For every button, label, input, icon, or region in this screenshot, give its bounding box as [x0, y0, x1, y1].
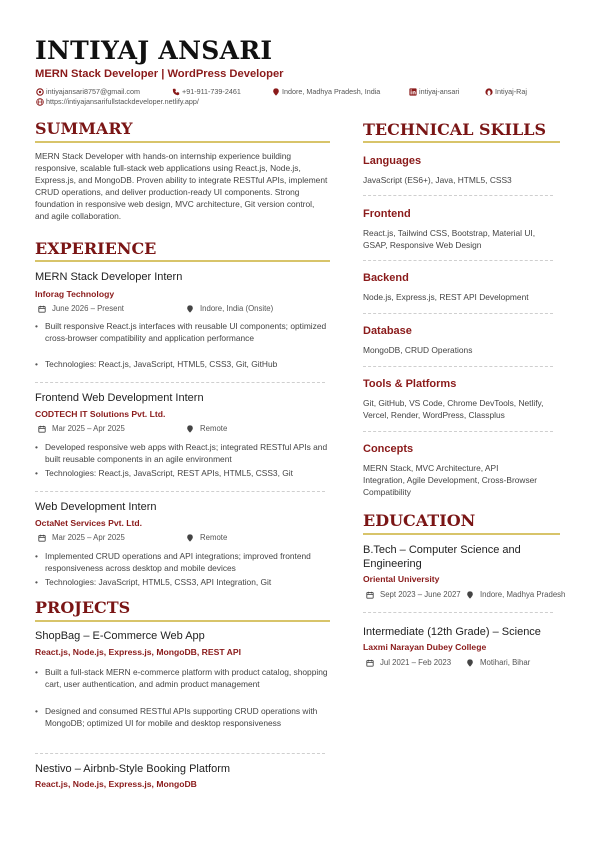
job-location: [186, 304, 273, 313]
email-icon: [36, 88, 44, 96]
skill-group-text: React.js, Tailwind CSS, Bootstrap, Material UI, GSAP, Responsive Web Design: [363, 228, 536, 250]
map-pin-icon: [186, 425, 194, 433]
job-location: [186, 533, 227, 542]
skill-group-text: Node.js, Express.js, REST API Development: [363, 292, 529, 302]
projects-heading: PROJECTS: [35, 598, 131, 617]
education-dates-text: Sept 2023 – June 2027: [380, 590, 461, 599]
globe-icon: [36, 98, 44, 106]
education-school: Oriental University: [363, 574, 440, 584]
job-bullet: • Implemented CRUD operations and API integrations; improved frontend responsiveness across desktop and mobile devices: [35, 550, 340, 574]
skill-group-heading: Frontend: [363, 208, 411, 220]
skill-divider: [363, 431, 553, 432]
education-degree: Intermediate (12th Grade) – Science: [363, 626, 541, 638]
project-title: Nestivo – Airbnb-Style Booking Platform: [35, 763, 231, 775]
calendar-icon: [38, 534, 46, 542]
job-location-text: Indore, India (Onsite): [200, 304, 274, 313]
education-heading: EDUCATION: [363, 511, 476, 530]
job-title: Frontend Web Development Intern: [35, 392, 204, 404]
education-degree: B.Tech – Computer Science and Engineering: [363, 544, 521, 570]
education-school: Laxmi Narayan Dubey College: [363, 642, 487, 652]
map-pin-icon: [466, 659, 474, 667]
education-location: [466, 658, 530, 667]
contact-phone[interactable]: [172, 87, 241, 96]
skill-group-text: MERN Stack, MVC Architecture, API Integration, Agile Development, Cross-Browser Compatibility: [363, 463, 538, 497]
github-text: Intiyaj-Raj: [495, 87, 527, 96]
project-stack: React.js, Node.js, Express.js, MongoDB, REST API: [35, 647, 241, 657]
education-divider: [363, 612, 553, 613]
job-location-text: Remote: [200, 424, 228, 433]
job-title: Web Development Intern: [35, 501, 157, 513]
education-dates: [366, 658, 451, 667]
job-title: MERN Stack Developer Intern: [35, 271, 183, 283]
job-divider: [35, 382, 325, 383]
job-divider: [35, 491, 325, 492]
website-text: https://intiyajansarifullstackdeveloper.netlify.app/: [46, 97, 199, 106]
map-pin-icon: [186, 534, 194, 542]
skill-group-heading: Concepts: [363, 443, 414, 455]
skills-rule: [363, 141, 560, 143]
project-divider: [35, 753, 325, 754]
projects-rule: [35, 620, 330, 622]
contact-location: [272, 87, 380, 96]
calendar-icon: [38, 425, 46, 433]
job-location-text: Remote: [200, 533, 228, 542]
skill-group-text: MongoDB, CRUD Operations: [363, 345, 473, 355]
contact-github[interactable]: [485, 87, 527, 96]
education-rule: [363, 533, 560, 535]
job-bullet: • Technologies: React.js, JavaScript, REST APIs, HTML5, CSS3, Git: [35, 467, 340, 479]
job-location: [186, 424, 227, 433]
education-location-text: Indore, Madhya Pradesh: [480, 590, 566, 599]
job-dates-text: Mar 2025 – Apr 2025: [52, 533, 125, 542]
job-bullet: • Technologies: JavaScript, HTML5, CSS3, API Integration, Git: [35, 576, 340, 588]
job-company: OctaNet Services Pvt. Ltd.: [35, 518, 142, 528]
map-pin-icon: [272, 88, 280, 96]
education-location: [466, 590, 565, 599]
summary-heading: SUMMARY: [35, 119, 133, 138]
email-text: intiyajansari8757@gmail.com: [46, 87, 140, 96]
project-bullet: • Built a full-stack MERN e-commerce platform with product catalog, shopping cart, user authentication, and admin product management: [35, 666, 335, 690]
project-bullet: • Designed and consumed RESTful APIs supporting CRUD operations with MongoDB; optimized UI for mobile and desktop responsiveness: [35, 705, 340, 729]
job-bullet: • Developed responsive web apps with React.js; integrated RESTful APIs and built reusable components in an agile environment: [35, 441, 340, 465]
skill-divider: [363, 366, 553, 367]
experience-heading: EXPERIENCE: [35, 239, 157, 258]
experience-rule: [35, 260, 330, 262]
contact-linkedin[interactable]: [409, 87, 459, 96]
skill-divider: [363, 195, 553, 196]
job-dates: [38, 304, 124, 313]
job-dates-text: June 2026 – Present: [52, 304, 124, 313]
contact-email[interactable]: [36, 87, 140, 96]
skill-group-text: JavaScript (ES6+), Java, HTML5, CSS3: [363, 175, 512, 185]
linkedin-icon: [409, 88, 417, 96]
skill-group-text: Git, GitHub, VS Code, Chrome DevTools, Netlify, Vercel, Render, WordPress, Classplus: [363, 398, 544, 420]
github-icon: [485, 88, 493, 96]
calendar-icon: [366, 659, 374, 667]
summary-rule: [35, 141, 330, 143]
phone-text: +91-911-739-2461: [182, 87, 241, 96]
skill-group-heading: Languages: [363, 155, 422, 167]
job-company: CODTECH IT Solutions Pvt. Ltd.: [35, 409, 166, 419]
job-dates-text: Mar 2025 – Apr 2025: [52, 424, 125, 433]
skills-heading: TECHNICAL SKILLS: [363, 120, 547, 139]
skill-group-heading: Database: [363, 325, 412, 337]
map-pin-icon: [186, 305, 194, 313]
project-title: ShopBag – E-Commerce Web App: [35, 630, 205, 642]
candidate-role: MERN Stack Developer | WordPress Developer: [35, 68, 284, 80]
summary-text: MERN Stack Developer with hands-on internship experience building responsive, scalable full-stack web applications using React.js, Node.js, Express.js, and MongoDB. Proven ability to integrate RESTful APIs, implement CRUD operations, and deliver production-ready UI components. Strong foundation in responsive web design, MVC architecture, Git version control, and agile collaboration.: [35, 151, 328, 221]
location-text: Indore, Madhya Pradesh, India: [282, 87, 381, 96]
job-dates: [38, 424, 125, 433]
linkedin-text: intiyaj-ansari: [419, 87, 460, 96]
job-company: Inforag Technology: [35, 289, 115, 299]
job-dates: [38, 533, 125, 542]
skill-group-heading: Backend: [363, 272, 409, 284]
skill-divider: [363, 260, 553, 261]
contact-website[interactable]: [36, 97, 199, 106]
education-dates: [366, 590, 461, 599]
candidate-name: INTIYAJ ANSARI: [35, 36, 273, 65]
job-bullet: • Technologies: React.js, JavaScript, HTML5, CSS3, Git, GitHub: [35, 358, 330, 370]
education-dates-text: Jul 2021 – Feb 2023: [380, 658, 452, 667]
phone-icon: [172, 88, 180, 96]
skill-divider: [363, 313, 553, 314]
project-stack: React.js, Node.js, Express.js, MongoDB: [35, 779, 197, 789]
calendar-icon: [366, 591, 374, 599]
calendar-icon: [38, 305, 46, 313]
job-bullet: • Built responsive React.js interfaces with reusable UI components; optimized cross-browser compatibility and application performance: [35, 320, 330, 344]
map-pin-icon: [466, 591, 474, 599]
education-location-text: Motihari, Bihar: [480, 658, 531, 667]
skill-group-heading: Tools & Platforms: [363, 378, 457, 390]
